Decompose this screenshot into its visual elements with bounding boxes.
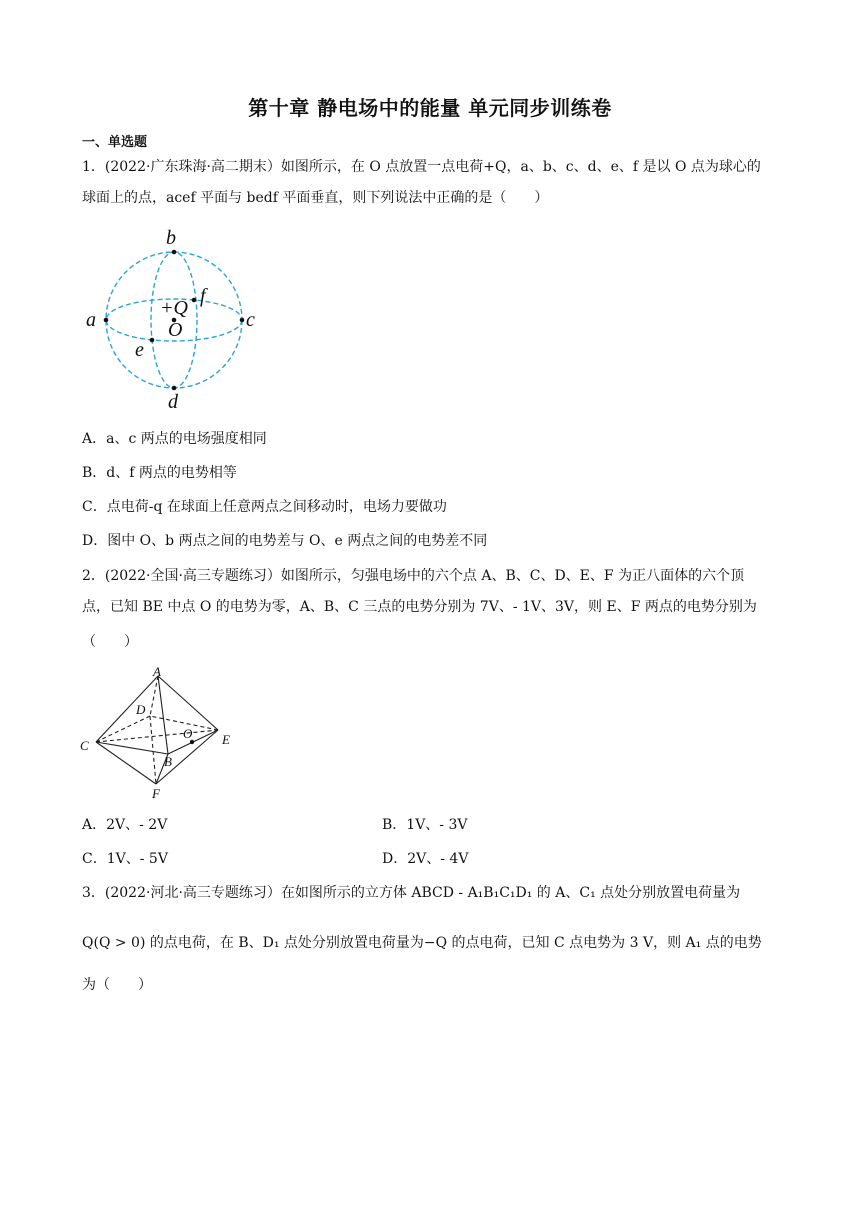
question-1-line-2: 球面上的点，acef 平面与 bedf 平面垂直，则下列说法中正确的是（ ）: [82, 190, 549, 206]
label-c: c: [246, 309, 255, 331]
label-c: C: [80, 738, 89, 753]
label-f: f: [200, 285, 206, 307]
question-3-line-3: 为（ ）: [82, 977, 152, 993]
point-d: [172, 386, 177, 391]
question-1-option-c: C．点电荷-q 在球面上任意两点之间移动时，电场力要做功: [82, 499, 447, 515]
question-3-line-1: 3．(2022·河北·高三专题练习）在如图所示的立方体 ABCD - A₁B₁C₁D₁ 的 A、C₁ 点处分别放置电荷量为: [82, 885, 741, 901]
label-a: a: [86, 309, 96, 331]
question-2-line-1: 2．(2022·全国·高三专题练习）如图所示，匀强电场中的六个点 A、B、C、D、E、F 为正八面体的六个顶: [82, 568, 745, 584]
label-d: D: [136, 702, 146, 717]
label-b: b: [166, 227, 176, 249]
point-a: [104, 318, 109, 323]
page-title: 第十章 静电场中的能量 单元同步训练卷: [248, 96, 612, 120]
question-1-option-d: D．图中 O、b 两点之间的电势差与 O、e 两点之间的电势差不同: [82, 533, 488, 549]
point-b: [172, 250, 177, 255]
question-2-line-3: （ ）: [82, 634, 138, 650]
label-b: B: [164, 754, 172, 769]
label-o: O: [168, 319, 183, 341]
label-e: E: [222, 732, 230, 747]
question-3-line-2: Q(Q > 0) 的点电荷，在 B、D₁ 点处分别放置电荷量为−Q 的点电荷，已知 C 点电势为 3 V，则 A₁ 点的电势: [82, 935, 762, 951]
point-f: [192, 298, 197, 303]
label-e: e: [135, 339, 144, 361]
section-heading: 一、单选题: [82, 135, 148, 150]
question-2-option-c: C．1V、- 5V: [82, 851, 168, 867]
question-2-line-2: 点，已知 BE 中点 O 的电势为零，A、B、C 三点的电势分别为 7V、- 1V、3V，则 E、F 两点的电势分别为: [82, 599, 757, 615]
question-1-option-b: B．d、f 两点的电势相等: [82, 465, 237, 481]
label-plus-q: +Q: [160, 297, 188, 319]
label-o: O: [183, 726, 193, 741]
question-2-option-b: B．1V、- 3V: [382, 817, 468, 833]
label-a: A: [153, 666, 161, 679]
question-2-option-a: A．2V、- 2V: [82, 817, 168, 833]
label-f: F: [152, 786, 160, 801]
question-1-line-1: 1．(2022·广东珠海·高二期末）如图所示，在 O 点放置一点电荷+Q，a、b、c、d、e、f 是以 O 点为球心的: [82, 159, 761, 175]
octahedron-figure: [78, 666, 248, 802]
label-d: d: [168, 391, 178, 413]
sphere-figure: [80, 224, 270, 414]
question-1-option-a: A．a、c 两点的电场强度相同: [82, 431, 267, 447]
question-1-text: [82, 152, 782, 214]
point-e: [150, 338, 155, 343]
point-c: [240, 318, 245, 323]
question-2-text: [82, 561, 782, 658]
question-2-option-d: D．2V、- 4V: [382, 851, 469, 867]
